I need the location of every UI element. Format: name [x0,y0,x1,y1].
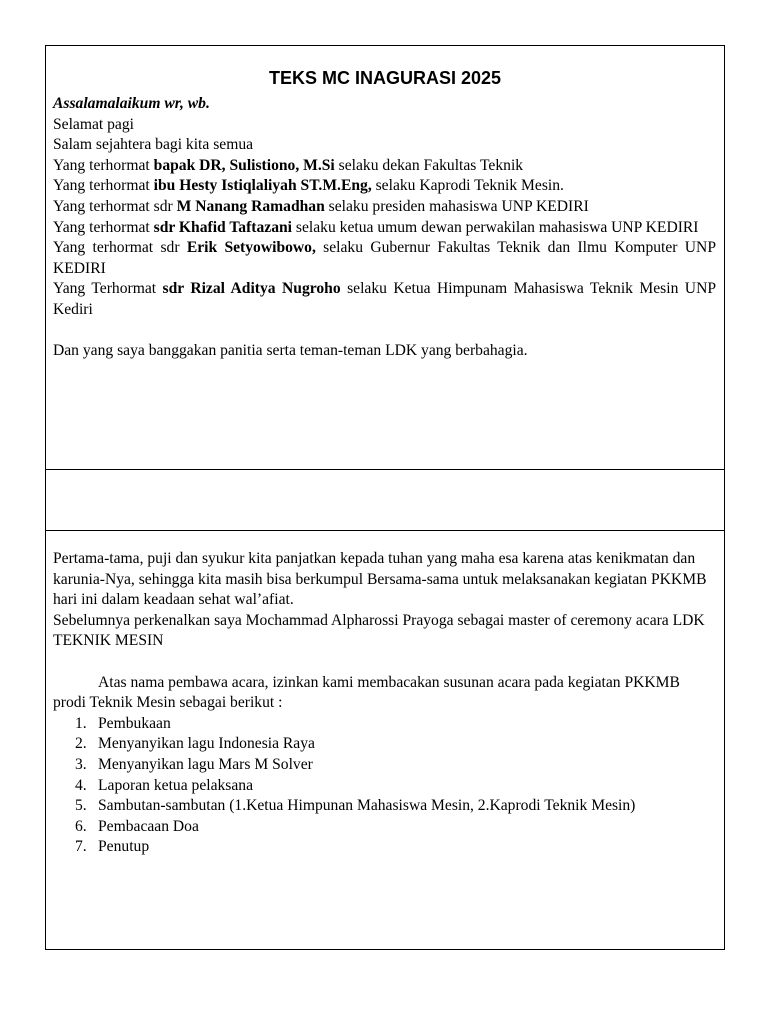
document-table [45,45,725,950]
honoree-name: bapak DR, Sulistiono, M.Si [153,156,335,174]
blank-line [53,321,716,342]
agenda-intro: Atas nama pembawa acara, izinkan kami membacakan susunan acara pada kegiatan PKKMB prodi Teknik Mesin sebagai berikut : [53,673,680,712]
greeting-line: Salam sejahtera bagi kita semua [53,136,254,154]
honorific-line: Yang terhormat sdr Khafid Taftazani selaku ketua umum dewan perwakilan mahasiswa UNP KEDIRI [53,218,699,236]
honoree-name: M Nanang Ramadhan [176,197,325,215]
blank-line [53,652,716,673]
greeting-cell [46,46,724,470]
list-item: 3. Menyanyikan lagu Mars M Solver [75,755,313,773]
document-title: TEKS MC INAGURASI 2025 [268,68,502,88]
agenda-list [53,714,716,858]
honorific-line: Yang terhormat sdr M Nanang Ramadhan selaku presiden mahasiswa UNP KEDIRI [53,197,589,215]
list-item: 5. Sambutan-sambutan (1.Ketua Himpunan Mahasiswa Mesin, 2.Kaprodi Teknik Mesin) [75,797,636,815]
opening-paragraph: Pertama-tama, puji dan syukur kita panjatkan kepada tuhan yang maha esa karena atas kenikmatan dan karunia-Nya, sehingga kita masih bisa berkumpul Bersama-sama untuk melaksanakan kegiatan PKKMB hari ini dalam keadaan sehat wal’afiat. [53,550,707,609]
list-item: 2. Menyanyikan lagu Indonesia Raya [75,735,315,753]
list-item: 4. Laporan ketua pelaksana [75,776,253,794]
list-item: 7. Penutup [75,838,150,856]
greeting-block [53,94,716,362]
honorific-line: Yang terhormat sdr Erik Setyowibowo, selaku Gubernur Fakultas Teknik dan Ilmu Komputer UNP KEDIRI [53,239,716,277]
intro-paragraph: Sebelumnya perkenalkan saya Mochammad Alpharossi Prayoga sebagai master of ceremony acara LDK TEKNIK MESIN [53,611,705,650]
body-cell [46,531,724,949]
honorific-line: Yang terhormat ibu Hesty Istiqlaliyah ST.M.Eng, selaku Kaprodi Teknik Mesin. [53,177,564,195]
closing-line: Dan yang saya banggakan panitia serta teman-teman LDK yang berbahagia. [53,342,528,360]
honoree-name: Erik Setyowibowo, [186,239,316,257]
honoree-name: sdr Khafid Taftazani [153,218,293,236]
list-item: 6. Pembacaan Doa [75,817,199,835]
honoree-name: sdr Rizal Aditya Nugroho [162,280,341,298]
honorific-line: Yang terhormat bapak DR, Sulistiono, M.Si selaku dekan Fakultas Teknik [53,156,524,174]
empty-cell [46,470,724,531]
salutation: Assalamalaikum wr, wb. [53,95,210,112]
honorific-line: Yang Terhormat sdr Rizal Aditya Nugroho selaku Ketua Himpunam Mahasiswa Teknik Mesin UNP Kediri [53,280,716,318]
honoree-name: ibu Hesty Istiqlaliyah ST.M.Eng, [153,177,372,195]
body-block [53,549,716,858]
greeting-line: Selamat pagi [53,115,134,133]
list-item: 1. Pembukaan [75,714,171,732]
